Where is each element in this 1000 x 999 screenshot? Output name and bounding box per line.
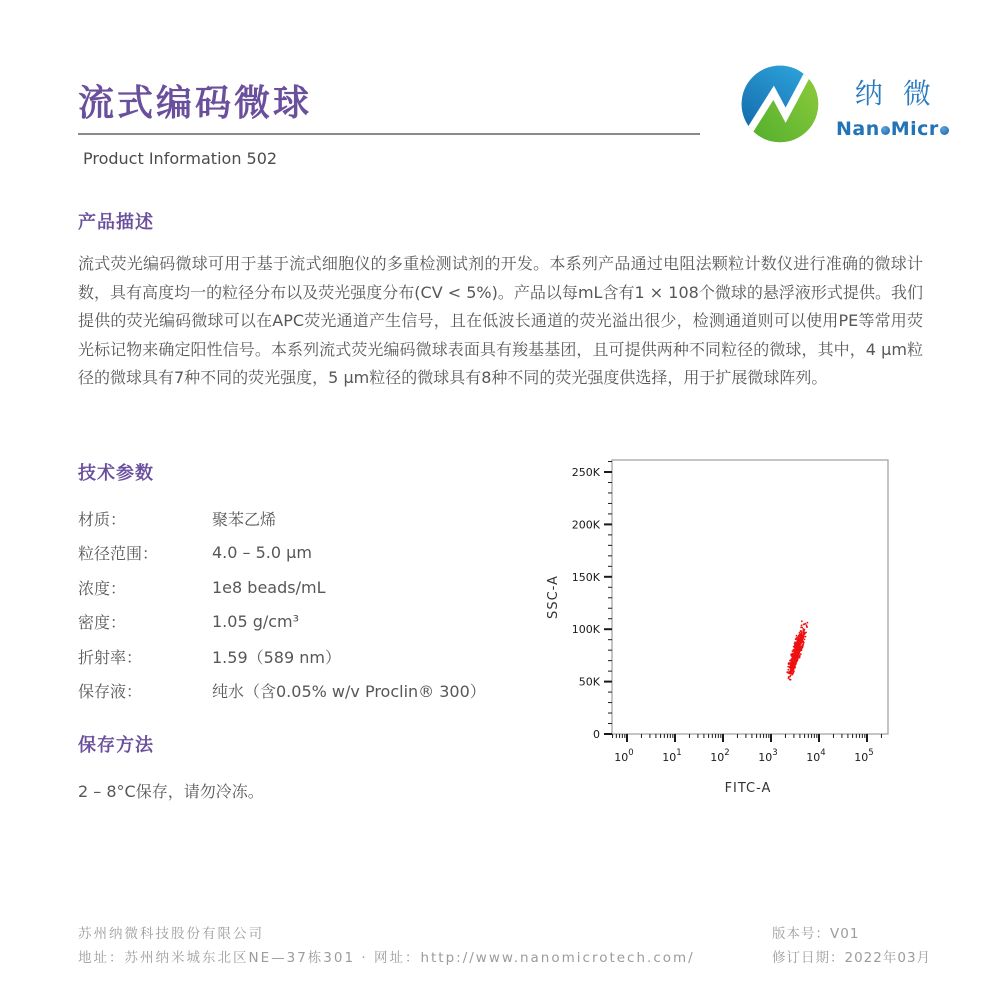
- svg-text:0: 0: [593, 728, 600, 741]
- company-name: 苏州纳微科技股份有限公司: [78, 926, 264, 942]
- parameters-table: [78, 501, 528, 708]
- svg-text:100: $10^0$: [614, 748, 634, 764]
- description-body: 流式荧光编码微球可用于基于流式细胞仪的多重检测试剂的开发。本系列产品通过电阻法颗粒计数仪进行准确的微球计数，具有高度均一的粒径分布以及荧光强度分布(CV < 5%)。产品以每mL含有1 × 108个微球的悬浮液形式提供。我们提供的荧光编码微球可以在APC荧光通道产生信号，且在低波长通道的荧光溢出很少，检测通道则可以使用PE等常用荧光标记物来确定阳性信号。本系列流式荧光编码微球表面具有羧基基团，且可提供两种不同粒径的微球，其中，4 μm粒径的微球具有7种不同的荧光强度，5 μm粒径的微球具有8种不同的荧光强度供选择，用于扩展微球阵列。: [78, 254, 923, 387]
- svg-text:103: $10^3$: [758, 748, 778, 764]
- param-label: 折射率：: [78, 647, 143, 667]
- title-divider: [78, 133, 700, 135]
- product-info-number: Product Information 502: [83, 149, 278, 169]
- svg-text:250K: 250K: [571, 466, 600, 479]
- storage-body: 2 – 8°C保存，请勿冷冻。: [78, 782, 264, 801]
- svg-text:100K: 100K: [571, 623, 600, 637]
- version-number: 版本号：V01: [772, 926, 860, 942]
- param-label: 保存液：: [78, 682, 143, 702]
- svg-text:200K: 200K: [571, 518, 600, 532]
- svg-text:105: $10^5$: [854, 748, 874, 764]
- company-address-url: 地址：苏州纳米城东北区NE—37栋301 · 网址：http://www.nanomicrotech.com/: [78, 950, 695, 966]
- letter-o-dot-icon: [881, 126, 890, 135]
- param-value: 1.05 g/cm³: [212, 612, 300, 632]
- footer-left: [78, 922, 695, 970]
- section-product-description: [78, 208, 923, 393]
- svg-text:102: $10^2$: [710, 748, 730, 764]
- svg-text:104: $10^4$: [806, 748, 826, 764]
- plot-frame: [612, 460, 888, 734]
- header: [78, 82, 708, 168]
- svg-text:101: $10^1$: [662, 748, 682, 764]
- param-label: 材质：: [78, 509, 127, 529]
- y-axis-label: SSC-A: [546, 575, 561, 619]
- storage-heading: 保存方法: [78, 735, 154, 756]
- page-title: 流式编码微球: [78, 83, 313, 124]
- param-value: 聚苯乙烯: [212, 509, 277, 529]
- nanomicro-logo: [740, 62, 950, 146]
- param-value: 纯水（含0.05% w/v Proclin® 300）: [212, 682, 486, 702]
- table-row: [78, 674, 528, 709]
- svg-text:150K: 150K: [571, 570, 600, 584]
- logo-text: [836, 72, 950, 140]
- table-row: [78, 570, 528, 605]
- flow-cytometry-plot: [540, 453, 940, 803]
- section-technical-parameters: [78, 459, 528, 708]
- param-value: 1e8 beads/mL: [212, 577, 326, 597]
- table-row: [78, 501, 528, 536]
- logo-en-part2: Micr: [890, 118, 939, 140]
- param-value: 1.59（589 nm）: [212, 647, 341, 667]
- param-value: 4.0 – 5.0 μm: [212, 543, 312, 563]
- nanomicro-logo-icon: [740, 62, 820, 146]
- logo-cn-name: 纳微: [854, 77, 951, 110]
- letter-o-dot-icon: [940, 126, 949, 135]
- logo-en-part1: Nan: [836, 118, 880, 140]
- table-row: [78, 536, 528, 571]
- x-axis-label: FITC-A: [724, 781, 772, 796]
- description-heading: 产品描述: [78, 212, 154, 233]
- revision-date: 修订日期：2022年03月: [772, 950, 932, 966]
- param-label: 密度：: [78, 613, 127, 633]
- parameters-heading: 技术参数: [78, 463, 154, 484]
- table-row: [78, 605, 528, 640]
- footer-right: [772, 922, 931, 970]
- param-label: 粒径范围：: [78, 544, 159, 564]
- table-row: [78, 639, 528, 674]
- scatter-chart: [540, 453, 940, 803]
- svg-text:50K: 50K: [578, 675, 600, 689]
- logo-en-name: [836, 118, 950, 140]
- param-label: 浓度：: [78, 578, 127, 598]
- section-storage-method: [78, 731, 528, 802]
